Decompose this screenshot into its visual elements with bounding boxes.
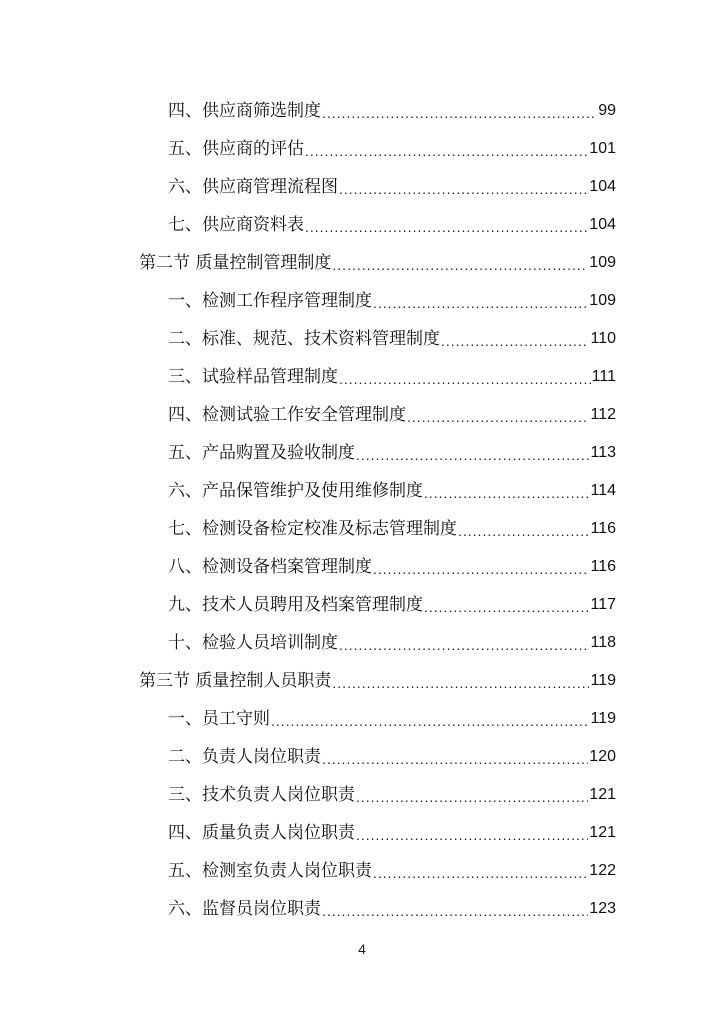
toc-entry-page-number: 118: [590, 634, 616, 651]
toc-entry-page-number: 121: [589, 824, 616, 841]
toc-entry-page-number: 109: [589, 254, 616, 271]
toc-entry-title: 三、技术负责人岗位职责: [168, 785, 355, 805]
toc-entry[interactable]: [168, 472, 616, 510]
toc-entry-title: 第二节 质量控制管理制度: [139, 253, 332, 273]
toc-entry-page-number: 117: [590, 596, 616, 613]
toc-entry-title: 五、产品购置及验收制度: [168, 443, 355, 463]
toc-dot-leader: [322, 740, 588, 778]
toc-entry[interactable]: [168, 548, 616, 586]
toc-entry[interactable]: [168, 586, 616, 624]
toc-dot-leader: [332, 664, 589, 702]
toc-entry-title: 九、技术人员聘用及档案管理制度: [168, 595, 423, 615]
toc-entry-page-number: 119: [590, 710, 616, 727]
toc-section-entry[interactable]: [139, 244, 616, 282]
toc-entry-title: 六、监督员岗位职责: [168, 899, 321, 919]
toc-dot-leader: [424, 474, 589, 512]
page-number: 4: [358, 941, 366, 957]
toc-dot-leader: [441, 322, 589, 360]
toc-entry[interactable]: [168, 776, 616, 814]
toc-entry[interactable]: [168, 700, 616, 738]
toc-entry-page-number: 110: [590, 330, 616, 347]
toc-dot-leader: [305, 132, 588, 170]
toc-entry-title: 六、产品保管维护及使用维修制度: [168, 481, 423, 501]
toc-dot-leader: [424, 588, 589, 626]
toc-entry[interactable]: [168, 396, 616, 434]
toc-entry-page-number: 120: [589, 748, 616, 765]
toc-entry[interactable]: [168, 320, 616, 358]
toc-entry-page-number: 104: [589, 178, 616, 195]
toc-entry-title: 三、试验样品管理制度: [168, 367, 338, 387]
toc-entry-title: 五、检测室负责人岗位职责: [168, 861, 372, 881]
toc-entry[interactable]: [168, 168, 616, 206]
toc-entry-page-number: 121: [589, 786, 616, 803]
table-of-contents: [0, 92, 724, 928]
toc-dot-leader: [305, 208, 588, 246]
toc-entry[interactable]: [168, 738, 616, 776]
toc-entry-title: 四、质量负责人岗位职责: [168, 823, 355, 843]
toc-dot-leader: [407, 398, 589, 436]
toc-entry-page-number: 116: [590, 558, 616, 575]
toc-entry-title: 五、供应商的评估: [168, 139, 304, 159]
toc-entry[interactable]: [168, 624, 616, 662]
toc-entry-page-number: 111: [591, 368, 616, 385]
toc-entry[interactable]: [168, 510, 616, 548]
toc-dot-leader: [373, 550, 589, 588]
toc-entry-page-number: 119: [590, 672, 616, 689]
toc-entry-page-number: 114: [590, 482, 616, 499]
toc-dot-leader: [339, 626, 589, 664]
toc-entry-title: 十、检验人员培训制度: [168, 633, 338, 653]
toc-dot-leader: [356, 816, 588, 854]
toc-entry[interactable]: [168, 814, 616, 852]
toc-entry-page-number: 109: [589, 292, 616, 309]
toc-dot-leader: [332, 246, 588, 284]
toc-entry-title: 七、供应商资料表: [168, 215, 304, 235]
toc-entry[interactable]: [168, 206, 616, 244]
toc-entry-page-number: 112: [590, 406, 616, 423]
toc-dot-leader: [322, 94, 597, 132]
toc-entry[interactable]: [168, 358, 616, 396]
toc-entry[interactable]: [168, 92, 616, 130]
toc-dot-leader: [322, 892, 588, 930]
toc-entry[interactable]: [168, 852, 616, 890]
toc-entry[interactable]: [168, 890, 616, 928]
toc-entry-page-number: 122: [589, 862, 616, 879]
toc-entry-title: 六、供应商管理流程图: [168, 177, 338, 197]
toc-entry-title: 四、检测试验工作安全管理制度: [168, 405, 406, 425]
toc-entry-page-number: 104: [589, 216, 616, 233]
toc-entry-title: 一、员工守则: [168, 709, 270, 729]
toc-entry-page-number: 99: [598, 102, 616, 119]
toc-dot-leader: [356, 778, 588, 816]
toc-entry-title: 第三节 质量控制人员职责: [139, 671, 332, 691]
toc-entry-title: 一、检测工作程序管理制度: [168, 291, 372, 311]
toc-entry-title: 二、负责人岗位职责: [168, 747, 321, 767]
toc-entry-title: 四、供应商筛选制度: [168, 101, 321, 121]
toc-entry-title: 二、标准、规范、技术资料管理制度: [168, 329, 440, 349]
toc-dot-leader: [339, 170, 588, 208]
toc-dot-leader: [271, 702, 589, 740]
toc-entry-page-number: 101: [589, 140, 616, 157]
toc-entry-page-number: 113: [590, 444, 616, 461]
toc-entry-page-number: 123: [589, 900, 616, 917]
toc-section-entry[interactable]: [139, 662, 616, 700]
toc-dot-leader: [339, 360, 591, 398]
toc-entry-title: 七、检测设备检定校准及标志管理制度: [168, 519, 457, 539]
toc-entry[interactable]: [168, 282, 616, 320]
toc-dot-leader: [373, 284, 588, 322]
toc-dot-leader: [458, 512, 589, 550]
toc-dot-leader: [356, 436, 589, 474]
toc-entry[interactable]: [168, 434, 616, 472]
toc-entry-title: 八、检测设备档案管理制度: [168, 557, 372, 577]
toc-entry-page-number: 116: [590, 520, 616, 537]
toc-entry[interactable]: [168, 130, 616, 168]
toc-dot-leader: [373, 854, 588, 892]
